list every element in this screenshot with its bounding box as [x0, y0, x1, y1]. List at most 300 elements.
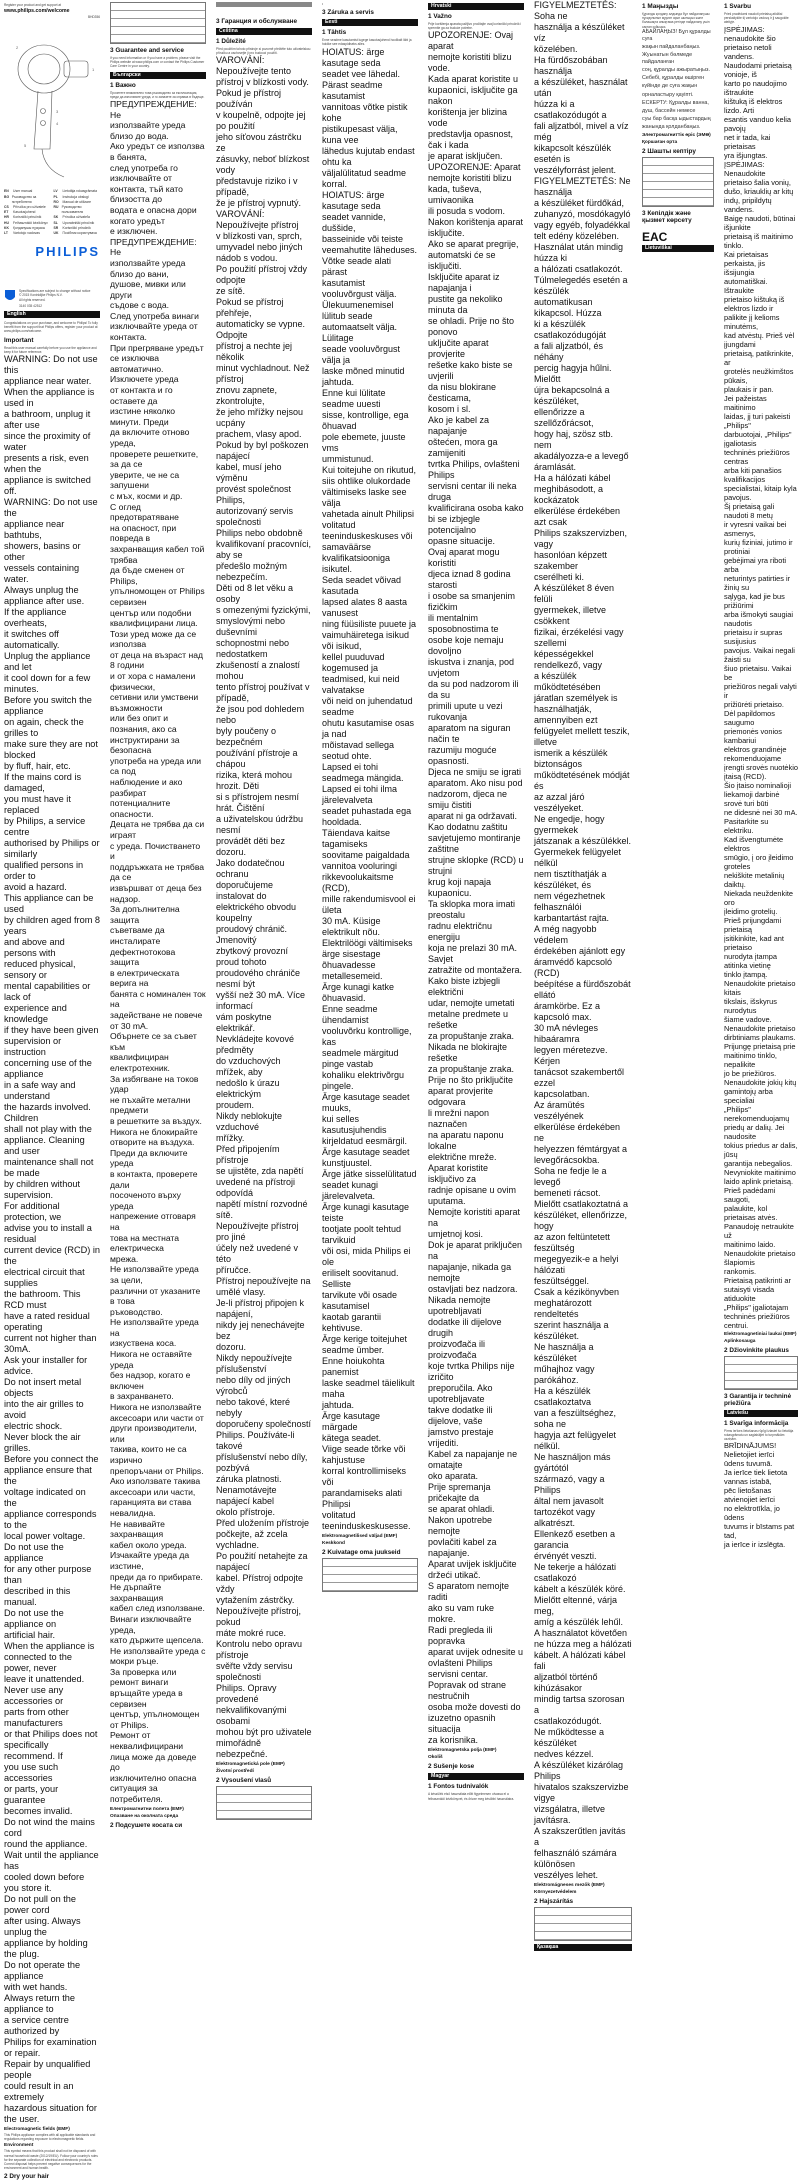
warning-line: automatski će se isključiti. — [428, 250, 496, 272]
warning-line: napětí místní rozvodné sítě. — [216, 1199, 308, 1221]
warning-line: prietaisą, patikrinkite, ar — [724, 348, 794, 367]
warning-line: Csak a kézikönyvben — [534, 1287, 620, 1297]
warning-line: tuvums ir bīstams pat tad, — [724, 1522, 795, 1541]
croatian-warnings — [428, 30, 524, 1746]
warning-line: kellel puuduvad kogemused ja — [322, 651, 385, 673]
warning-line: yra išjungtas. — [724, 150, 768, 160]
warning-line: If the appliance overheats, — [4, 607, 67, 629]
warning-line: след употреба го изключвайте от — [110, 162, 178, 184]
warning-line: изстине няколко минути. Преди — [110, 406, 176, 427]
warning-line: VAROVÁNÍ: Nepoužívejte tento — [216, 55, 292, 77]
warning-line: nem tisztíthatják a készüléket, és — [534, 869, 607, 890]
warning-line: ako su vam ruke mokre. — [428, 1603, 495, 1625]
warning-line: Before you switch the appliance — [4, 695, 92, 717]
croatian-emf-heading: Elektromagnetska polja (EMF) — [428, 1748, 497, 1754]
warning-line: Használat után mindig húzza ki — [534, 242, 624, 263]
warning-line: működtetésének módját és — [534, 770, 630, 791]
warning-line: Seda seadet võivad kasutada — [322, 574, 402, 596]
warning-line: išsijungia automatiškai. Ištraukite — [724, 267, 768, 295]
warning-line: zbytkový provozní proud tohoto — [216, 946, 289, 968]
warning-line: Enne kui lülitate seadme uuesti — [322, 387, 386, 409]
lang-entry[interactable]: CS Příručka pro uživatele — [4, 205, 46, 210]
warning-line: FIGYELMEZTETÉS: Soha ne — [534, 0, 617, 21]
warning-line: aparatom na siguran način te — [428, 723, 511, 745]
warning-line: Никога не блокирайте — [110, 1126, 198, 1137]
warning-line: okolo přístroje. — [216, 1507, 276, 1518]
section-bar-english: English — [4, 311, 100, 318]
warning-line: Ärge kerige toitejuhet — [322, 1333, 408, 1344]
warning-line: Panaudoję netraukite už — [724, 1221, 794, 1240]
warning-line: lähedus kujutab endast ohtu ka — [322, 145, 415, 167]
warning-line: járatlan személyek is — [534, 693, 618, 703]
warning-line: vagy egyéb, folyadékkal — [534, 220, 631, 230]
warning-line: appliance near bathtubs, — [4, 519, 65, 541]
warning-line: ĮSPĖJIMAS: nenaudokite šio — [724, 24, 776, 43]
warning-line: Prijungę prietaisą prie — [724, 1041, 796, 1051]
estonian-warnings — [322, 47, 418, 1532]
warning-line: Винаги изключвайте уреда, — [110, 1613, 192, 1635]
warning-line: Nikdy neblokujte vzduchové — [216, 1111, 283, 1133]
warning-line: percig hagyja hűlni. Mielőtt — [534, 363, 612, 384]
warning-line: appliance is switched off. — [4, 475, 91, 497]
warning-line: Unplug the appliance and let — [4, 651, 91, 673]
warning-line: kapcsolatban. — [534, 1089, 590, 1099]
warning-line: za propuštanje zraka. — [428, 1064, 515, 1075]
warning-line: v koupelně, odpojte jej po použití — [216, 110, 306, 132]
lang-entry[interactable]: LT Vartotojo vadovas — [4, 231, 40, 236]
warning-line: smyslovými nebo duševními — [216, 616, 286, 638]
lang-entry[interactable]: PL Instrukcja obsługi — [53, 194, 89, 199]
kazakh-emf-heading: Электромагниттік өріс (ЭМӨ) — [642, 133, 711, 139]
warning-line: ūdens tuvumā. — [724, 1459, 773, 1469]
warning-line: ili posuda s vodom. — [428, 206, 506, 217]
warning-line: При прегряване уредът се изключва — [110, 342, 204, 364]
warning-line: без надзор, когато е включен — [110, 1370, 191, 1391]
warning-line: seadmele märgitud pinge vastab — [322, 1047, 399, 1069]
warning-line: maintenance shall not be made — [4, 1157, 94, 1179]
warning-line: не пъхайте метални предмети — [110, 1094, 191, 1116]
warning-line: jahtuda. — [322, 1399, 355, 1410]
warning-line: орналастыру қауіпті. — [642, 91, 694, 98]
warning-line: jamstvo prestaje vrijediti. — [428, 1427, 494, 1449]
warning-line: Ha a hálózati kábel — [534, 473, 611, 483]
warning-line: tarvikute või osade kasutamisel — [322, 1289, 398, 1311]
warning-line: Ovaj aparat mogu koristiti — [428, 547, 500, 569]
warning-line: Niekada neuždenkite oro — [724, 888, 794, 907]
warning-line: prietaiso netoli vandens. — [724, 42, 772, 61]
warning-line: akadályozza-e a levegő — [534, 451, 629, 461]
estonian-dry-heading: 2 Kuivatage oma juukseid — [322, 1548, 401, 1556]
warning-line: appliance. Cleaning and user — [4, 1135, 85, 1157]
warning-line: přístroj v blízkosti vody. — [216, 77, 309, 88]
warning-line: от контакта и го оставете да — [110, 385, 173, 406]
warning-line: leave it unattended. — [4, 1674, 85, 1685]
warning-line: liekamoji darbinė srovė turi būti — [724, 789, 780, 808]
kazakh-warnings — [642, 29, 714, 131]
warning-line: vyšší než 30 mA. Více informací — [216, 990, 306, 1012]
warning-line: tootjate poolt tehtud tarvikuid — [322, 1223, 402, 1245]
section-bar-bulgarian: Български — [110, 72, 206, 79]
warning-line: zuhanyzó, mosdókagyló — [534, 209, 631, 219]
warning-line: извършват от деца без надзор. — [110, 882, 202, 904]
warning-line: Kako biste izbjegli električni — [428, 976, 501, 998]
warning-line: Ta sklopka mora imati preostalu — [428, 899, 516, 921]
warning-line: „Philips" nerekomenduojamų — [724, 1104, 790, 1123]
warning-line: in a safe way and understand — [4, 1080, 76, 1102]
warning-line: kunstjuustel. — [322, 1157, 373, 1168]
svg-text:1: 1 — [92, 67, 95, 73]
warning-line: esantis vanduo kelia pavojų — [724, 114, 791, 133]
warning-line: seadet puhastada ega hooldada. — [322, 805, 412, 827]
warning-line: účely než uvedené v této — [216, 1243, 299, 1265]
warning-line: vizsgálatra, illetve javításra. — [534, 1804, 606, 1825]
czech-warnings — [216, 55, 312, 1760]
warning-line: Ha a készülék csatlakoztatva — [534, 1386, 592, 1407]
warning-line: Nikada nemojte upotrebljavati — [428, 1295, 491, 1317]
warning-line: Šį prietaisą gali naudoti 8 metų — [724, 501, 775, 520]
warning-line: you use such accessories — [4, 1762, 59, 1784]
warning-line: Do not insert metal objects — [4, 1377, 82, 1399]
warning-line: kaotab garantii kehtivuse. — [322, 1311, 382, 1333]
warning-line: 30 mA. Küsige elektrikult nõu. — [322, 915, 381, 937]
warning-line: kištuką iš elektros lizdo. Arti — [724, 96, 783, 115]
czech-important-heading: 1 Důležité — [216, 38, 246, 45]
certification-marks — [642, 230, 714, 245]
warning-line: Do not use the appliance on — [4, 1608, 64, 1630]
warning-line: samaväärse kvalifikatsiooniga — [322, 541, 391, 563]
warning-line: elektros grandinėje rekomenduojame — [724, 744, 787, 763]
lithuanian-intro: Prieš pradėdami naudoti prietaisą atidžiai perskaitykite šį vartotojo vadovą ir jį saugokite ateityje. — [724, 12, 789, 25]
warning-line: techninės priežiūros centras — [724, 447, 790, 466]
hungarian-column — [530, 0, 636, 1950]
lang-entry[interactable]: HR Korisnički priručnik — [4, 215, 42, 220]
settings-table — [110, 2, 206, 44]
warning-line: have a rated residual operating — [4, 1311, 90, 1333]
warning-line: ummistunud. — [322, 453, 374, 464]
warning-line: For additional protection, we — [4, 1201, 62, 1223]
lang-entry[interactable]: LV Lietotāja rokasgrāmata — [53, 189, 97, 194]
warning-line: квалифицирани лица. — [110, 618, 198, 629]
lithuanian-env-heading: Aplinkosauga — [724, 1338, 756, 1344]
warning-line: hivatalos szakszervizbe vigye — [534, 1782, 629, 1803]
warning-line: Kada aparat koristite u — [428, 74, 519, 85]
warning-line: jo be priežiūros. — [724, 1068, 777, 1078]
warning-line: с мъх, косми и др. — [110, 490, 183, 501]
warning-line: feszültséggel. — [534, 1276, 590, 1286]
warning-line: automatikusan kikapcsol. Húzza — [534, 297, 602, 318]
warning-line: érdekében ajánlott egy — [534, 946, 626, 956]
warning-line: it switches off automatically. — [4, 629, 60, 651]
warning-line: Aparat koristite isključivo za — [428, 1163, 489, 1185]
lang-entry[interactable]: BG Ръководство за потребителя — [4, 194, 37, 204]
warning-line: Radi pregleda ili popravka — [428, 1625, 493, 1647]
warning-line: doporučeny společností — [216, 1419, 312, 1430]
warning-line: lapsed alates 8 aasta vanusest — [322, 596, 408, 618]
warning-line: áramlását. — [534, 462, 577, 472]
warning-line: Nenaudokite prietaiso šlapiomis — [724, 1248, 796, 1267]
warning-line: parts from other manufacturers — [4, 1707, 69, 1729]
warning-line: mřížky. — [216, 1133, 245, 1144]
warning-line: az azon feltüntetett feszültség — [534, 1232, 611, 1253]
warning-line: Aparat uvijek isključite — [428, 1559, 517, 1570]
warning-line: в електрическата верига на — [110, 967, 180, 989]
lang-entry[interactable]: KK Қолданушы нұсқасы — [4, 225, 46, 230]
warning-line: Ha fürdőszobában használja — [534, 55, 608, 76]
warning-line: kábelt a készülék köré. — [534, 1584, 626, 1594]
warning-line: appliance ensure that the — [4, 1465, 92, 1487]
warning-line: Nevkládejte kovové předměty — [216, 1034, 295, 1056]
warning-line: kvalifikovaní pracovníci, aby se — [216, 539, 312, 561]
warning-line: Ja ierīce tiek lietota vannas istabā, — [724, 1468, 788, 1487]
warning-line: dirbtiniams plaukams. — [724, 1032, 796, 1042]
warning-line: indų, pripildytų vandens. — [724, 195, 772, 214]
warning-line: šiame vadove. — [724, 1014, 772, 1024]
warning-line: cserélheti ki. — [534, 572, 585, 582]
warning-line: Popravak od strane nestručnih — [428, 1680, 507, 1702]
warning-line: opasne situacije. — [428, 536, 496, 547]
warning-line: kosom i sl. — [428, 404, 471, 415]
warning-line: kasutamist vooluvõrgust välja. — [322, 277, 397, 299]
warning-line: nurodyta įtampa atitinka vietinę — [724, 951, 777, 970]
bulgarian-warnings — [110, 99, 206, 1805]
warning-line: a fali aljzatból, és néhány — [534, 341, 604, 362]
warning-line: net ir tada, kai prietaisas — [724, 132, 771, 151]
warning-line: Kabel za napajanje ne omatajte — [428, 1449, 518, 1471]
warning-line: húzza ki a csatlakozódugót a — [534, 99, 607, 120]
warning-line: cooled down before you store it. — [4, 1872, 85, 1894]
warning-line: automaatselt välja. Lülitage — [322, 321, 398, 343]
warning-line: аксесоари или части, — [110, 1486, 196, 1497]
estonian-emf-heading: Elektromagnetilised väljad (EMF) — [322, 1533, 398, 1539]
warning-line: Nepoužívejte přístroj pro jiné — [216, 1221, 299, 1243]
warning-line: v blízkosti van, sprch, — [216, 231, 303, 242]
warning-line: nekvalifikovanými osobami — [216, 1705, 287, 1727]
warning-line: da su pod nadzorom ili da su — [428, 679, 519, 701]
warning-line: van a feszültséghez, soha ne — [534, 1408, 617, 1429]
warning-line: karto po naudojimo ištraukite — [724, 78, 787, 97]
warning-line: ostavljati bez nadzora. — [428, 1284, 518, 1295]
warning-line: Before you connect the — [4, 1454, 99, 1465]
warning-line: si s přístrojem nesmí hrát. Čištění — [216, 792, 300, 814]
warning-line: vytažením zástrčky. — [216, 1595, 295, 1606]
register-url[interactable]: www.philips.com/welcome — [4, 8, 70, 15]
warning-line: by Philips, a service centre — [4, 816, 86, 838]
warning-line: За допълнителна защита — [110, 904, 180, 925]
warning-line: presents a risk, even when the — [4, 453, 89, 475]
warning-line: това на местната електрическа — [110, 1232, 180, 1254]
lang-entry[interactable]: SR Korisnički priručnik — [53, 225, 91, 230]
warning-line: maitinimo tinklo, nepalikite — [724, 1050, 777, 1069]
warning-line: Ако използвате такива — [110, 1476, 201, 1487]
warning-line: Lapsed ei tohi seadmega mängida. — [322, 761, 404, 783]
warning-line: Isključite aparat iz napajanja i — [428, 272, 500, 294]
warning-line: Не навивайте захранващия — [110, 1518, 165, 1540]
warning-line: legyen méretezve. Kérjen — [534, 1045, 608, 1066]
bulgarian-important-heading: 1 Важно — [110, 81, 136, 89]
warning-line: A használatot követően — [534, 1628, 628, 1638]
warning-line: Nenamotávejte napájecí kabel — [216, 1485, 277, 1507]
english-important-heading: Important — [4, 336, 34, 344]
warning-line: ръководство. — [110, 1306, 163, 1317]
warning-line: Pokud se přístroj přehřeje, — [216, 297, 284, 319]
lang-entry[interactable]: SK Príručka užívateľa — [53, 215, 90, 220]
warning-line: hasonlóan képzett szakember — [534, 550, 608, 571]
warning-line: proizvođača ili proizvođača — [428, 1339, 486, 1361]
lang-entry[interactable]: ET Kasutusjuhend — [4, 210, 36, 215]
warning-line: nem végezhetnek felhasználói — [534, 891, 606, 912]
warning-line: Не използвайте уреда за цели, — [110, 1264, 199, 1285]
warning-line: в решетките за въздух. — [110, 1116, 202, 1127]
philips-shield-icon — [4, 289, 16, 303]
lang-entry[interactable]: EN User manual — [4, 189, 33, 194]
warning-line: Този уред може да се използва — [110, 628, 197, 650]
warning-line: A szakszerűtlen javítás a — [534, 1826, 626, 1847]
warning-line: Pärast seadme kasutamist — [322, 79, 383, 101]
warning-line: prietaiso šalia vonių, — [724, 177, 791, 187]
warning-line: do vzduchových mřížek, aby — [216, 1056, 281, 1078]
warning-line: Prije no što priključite — [428, 1075, 514, 1086]
warning-line: използвайте уреда близо до вода. — [110, 120, 186, 141]
warning-line: kurių fiziniai, jutimo ir protiniai — [724, 537, 793, 556]
warning-line: az azzal járó veszélyeket. — [534, 792, 585, 813]
warning-line: helyezzen fémtárgyat a — [534, 1144, 628, 1154]
lang-entry[interactable]: UK Посібник користувача — [53, 231, 97, 236]
warning-line: it cool down for a few minutes. — [4, 673, 91, 695]
english-emf-heading: Electromagnetic fields (EMF) — [4, 2127, 70, 2133]
warning-line: Nikada ne blokirajte rešetke — [428, 1042, 508, 1064]
lang-entry[interactable]: SL Uporabniški priročnik — [53, 220, 95, 225]
warning-line: Ako je kabel za napajanje — [428, 415, 490, 437]
warning-line: nebo díly od jiných výrobců — [216, 1375, 291, 1397]
warning-line: препоръчани от Philips. — [110, 1465, 204, 1476]
warning-line: Ärge kunagi kasutage teiste — [322, 1201, 410, 1223]
warning-line: Mielőtt csatlakoztatná a — [534, 1199, 629, 1209]
warning-line: душ, бассейн немесе — [642, 107, 696, 114]
warning-line: kui selles kasutusjuhendis — [322, 1113, 387, 1135]
warning-line: showers, basins or other — [4, 541, 81, 563]
warning-line: või osi, mida Philips ei ole — [322, 1245, 411, 1267]
warning-line: nikdy jej nenechávejte bez — [216, 1320, 305, 1342]
warning-line: Před připojením přístroje — [216, 1144, 280, 1166]
warning-line: je aparat isključen. — [428, 151, 503, 162]
warning-line: into the air grilles to avoid — [4, 1399, 84, 1421]
warning-line: meghibásodott, a kockázatok — [534, 484, 604, 505]
warning-line: употреба на уреда или са под — [110, 755, 202, 777]
warning-line: on again, check the grilles to — [4, 717, 84, 739]
czech-column — [212, 0, 316, 1785]
warning-line: érvényét veszti. — [534, 1551, 597, 1561]
warning-line: laske seadmel täielikult maha — [322, 1377, 415, 1399]
warning-line: basseinide või teiste — [322, 233, 404, 244]
english-warnings — [4, 354, 100, 2125]
warning-line: razumiju moguće opasnosti. — [428, 745, 497, 767]
warning-line: или без опит и познания, ако са — [110, 713, 177, 735]
latvian-warnings — [724, 1441, 798, 1549]
warning-line: в контакта, проверете дали — [110, 1168, 198, 1190]
warning-line: telt edény közelében. — [534, 231, 620, 241]
section-bar-hungarian: Magyar — [428, 1773, 524, 1780]
warning-line: servisni centar ili neka druga — [428, 481, 517, 503]
warning-line: лица може да доведе до — [110, 1751, 197, 1773]
lang-entry[interactable]: RU Руководство пользователя — [53, 205, 84, 215]
warning-line: sąlyga, kad jie bus prižiūrimi — [724, 591, 785, 610]
warning-line: автоматично. Изключете уреда — [110, 363, 179, 385]
warning-line: bi se izbjegle potencijalno — [428, 514, 481, 536]
warning-line: siis ohtlike olukordade — [322, 475, 411, 486]
warning-line: Nikdy nepoužívejte příslušenství — [216, 1353, 293, 1375]
warning-line: da nisu blokirane česticama, — [428, 382, 497, 404]
warning-line: li mrežni napon naznačen — [428, 1108, 490, 1130]
section-bar-croatian: Hrvatski — [428, 3, 524, 10]
part-labels — [16, 45, 95, 148]
warning-line: „Philips" įgaliotajam — [724, 1302, 789, 1312]
croatian-intro: Prije korištenja aparata pažljivo pročitajte ovaj korisnički priručnik i spremite ga za buduće potrebe. — [428, 22, 522, 31]
warning-line: dodatke ili dijelove drugih — [428, 1317, 502, 1339]
warning-line: nekiškite metalinių daiktų. — [724, 870, 785, 889]
hungarian-intro: A készülék első használata előtt figyelmesen olvassa el a felhasználói kézikönyvet, és őrizze meg későbbi használatra. — [428, 1792, 515, 1801]
lang-entry[interactable]: RO Manual de utilizare — [53, 199, 91, 204]
warning-line: radnje opisane u ovim uputama. — [428, 1185, 517, 1207]
warning-line: preporučila. Ako upotrebljavate — [428, 1383, 493, 1405]
warning-line: Wait until the appliance has — [4, 1850, 99, 1872]
warning-line: Přístroj nepoužívejte na — [216, 1276, 311, 1287]
lang-entry[interactable]: HU Felhasználói kézikönyv — [4, 220, 48, 225]
warning-line: FIGYELMEZTETÉS: Ne használja — [534, 176, 631, 197]
warning-line: контакта, тъй като близостта до — [110, 183, 183, 205]
warning-line: rikkevoolukaitsme (RCD), — [322, 871, 394, 893]
warning-line: mental capabilities or lack of — [4, 981, 91, 1003]
warning-line: Kui toitejuhe on rikutud, — [322, 464, 417, 475]
warning-line: se aparat ohladi. — [428, 1504, 495, 1515]
warning-line: Túlmelegedés esetén a készülék — [534, 275, 628, 296]
philips-logo: PHILIPS — [35, 244, 100, 260]
warning-line: жақын пайдаланбаңыз. — [642, 43, 701, 50]
warning-line: ситуация за потребителя. — [110, 1783, 163, 1805]
warning-line: Не използвайте уреда с мокри ръце. — [110, 1645, 206, 1667]
warning-line: Prietaisą patikrinti ar — [724, 1275, 791, 1285]
warning-line: no elektrotīkla, jo ūdens — [724, 1504, 780, 1523]
warning-line: uvedené na přístroji odpovídá — [216, 1177, 296, 1199]
warning-line: plaukais ir pan. — [724, 384, 774, 394]
warning-line: nebo takové, které nebyly — [216, 1397, 291, 1419]
warning-line: kabel, musí jeho výměnu — [216, 462, 282, 484]
warning-line: schopnostmi nebo nedostatkem — [216, 638, 290, 660]
warning-line: električne mreže. — [428, 1152, 497, 1163]
register-line: Register your product and get support at — [4, 3, 62, 7]
warning-line: karbantartást rajta. — [534, 913, 610, 923]
warning-line: pustite ga nekoliko minuta da — [428, 294, 503, 316]
english-emf-text: This Philips appliance complies with all applicable standards and regulations regarding exposure to electromagnetic fields. — [4, 2133, 96, 2142]
croatian-dry-heading: 2 Sušenje kose — [428, 1763, 475, 1771]
warning-line: tokius priedus ar dalis, jūsų — [724, 1140, 798, 1159]
warning-line: seade vooluvõrgust välja ja — [322, 343, 401, 365]
warning-line: в захранването. — [110, 1391, 174, 1402]
warning-line: máte mokré ruce. — [216, 1628, 287, 1639]
warning-line: Je-li přístroj připojen k napájení, — [216, 1298, 305, 1320]
warning-line: Baigę naudoti, būtinai išjunkite — [724, 213, 796, 232]
hungarian-settings-table — [534, 1907, 632, 1941]
warning-line: Po použití přístroj vždy odpojte — [216, 264, 308, 286]
warning-line: the bathroom. This RCD must — [4, 1289, 81, 1311]
warning-line: кабел след използване. — [110, 1603, 205, 1614]
warning-line: automaticky se vypne. Odpojte — [216, 319, 306, 341]
warning-line: mindig tartsa szorosan a — [534, 1694, 625, 1715]
warning-line: kätega seadet. — [322, 1432, 382, 1443]
warning-line: Täiendava kaitse tagamiseks — [322, 827, 391, 849]
warning-line: Před uložením přístroje — [216, 1518, 310, 1529]
warning-line: round the appliance. — [4, 1839, 88, 1850]
warning-line: zásuvky, neboť blízkost vody — [216, 154, 310, 176]
